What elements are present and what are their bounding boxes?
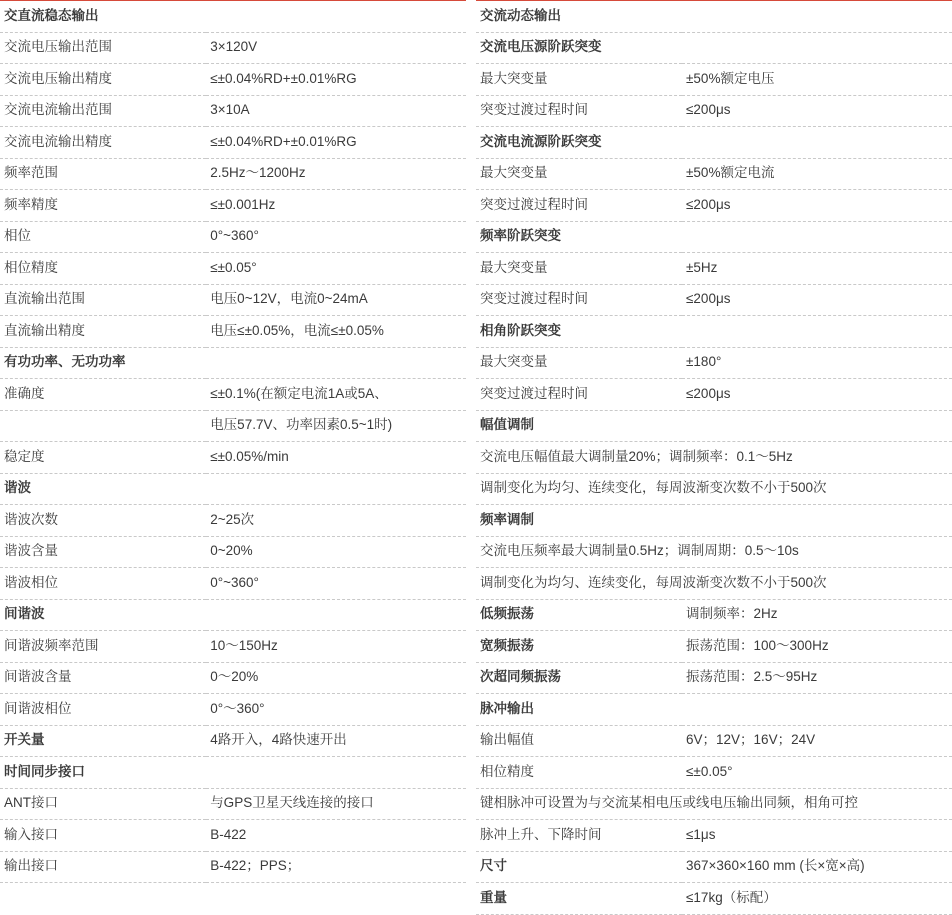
table-row bbox=[0, 694, 466, 726]
table-row bbox=[476, 599, 952, 631]
spec-value: ≤±0.1%(在额定电流1A或5A、 bbox=[206, 379, 466, 411]
spec-label: 谐波 bbox=[0, 473, 206, 505]
spec-note: 交流电压幅值最大调制量20%；调制频率：0.1～5Hz bbox=[476, 442, 952, 474]
spec-label: 时间同步接口 bbox=[0, 757, 206, 789]
right-column bbox=[476, 0, 952, 915]
table-row bbox=[476, 631, 952, 663]
table-row bbox=[0, 788, 466, 820]
table-row bbox=[0, 95, 466, 127]
spec-note: 交流电压频率最大调制量0.5Hz；调制周期：0.5～10s bbox=[476, 536, 952, 568]
spec-note: 调制变化为均匀、连续变化，每周波渐变次数不小于500次 bbox=[476, 473, 952, 505]
spec-value: ≤200μs bbox=[682, 95, 952, 127]
spec-label: 尺寸 bbox=[476, 851, 682, 883]
table-row bbox=[476, 64, 952, 96]
spec-value: 0~20% bbox=[206, 536, 466, 568]
spec-label: 重量 bbox=[476, 883, 682, 915]
spec-label: 幅值调制 bbox=[476, 410, 682, 442]
table-row bbox=[476, 883, 952, 915]
spec-label: 最大突变量 bbox=[476, 64, 682, 96]
table-row bbox=[0, 725, 466, 757]
spec-label: 相位精度 bbox=[476, 757, 682, 789]
table-row bbox=[0, 158, 466, 190]
spec-label: 准确度 bbox=[0, 379, 206, 411]
spec-label: 最大突变量 bbox=[476, 253, 682, 285]
table-row bbox=[0, 410, 466, 442]
table-row bbox=[0, 662, 466, 694]
spec-label: 相位 bbox=[0, 221, 206, 253]
spec-value bbox=[682, 221, 952, 253]
spec-label: 脉冲上升、下降时间 bbox=[476, 820, 682, 852]
spec-label: 交流电压输出精度 bbox=[0, 64, 206, 96]
spec-value: 0～20% bbox=[206, 662, 466, 694]
spec-label: 间谐波频率范围 bbox=[0, 631, 206, 663]
spec-value: 3×10A bbox=[206, 95, 466, 127]
spec-label: 频率范围 bbox=[0, 158, 206, 190]
table-row bbox=[476, 284, 952, 316]
spec-label: 脉冲输出 bbox=[476, 694, 682, 726]
spec-value bbox=[206, 757, 466, 789]
spec-label: 频率调制 bbox=[476, 505, 682, 537]
spec-label: 开关量 bbox=[0, 725, 206, 757]
spec-value: 4路开入，4路快速开出 bbox=[206, 725, 466, 757]
spec-label: 交流电流输出范围 bbox=[0, 95, 206, 127]
spec-value: 6V；12V；16V；24V bbox=[682, 725, 952, 757]
spec-value: 振荡范围：2.5～95Hz bbox=[682, 662, 952, 694]
spec-label: 交流动态输出 bbox=[476, 1, 682, 33]
table-row bbox=[0, 316, 466, 348]
left-column bbox=[0, 0, 466, 915]
spec-label: 频率精度 bbox=[0, 190, 206, 222]
table-row bbox=[476, 505, 952, 537]
table-row bbox=[476, 379, 952, 411]
spec-value: ≤±0.05° bbox=[682, 757, 952, 789]
table-row bbox=[0, 347, 466, 379]
table-row bbox=[0, 64, 466, 96]
spec-label: 突变过渡过程时间 bbox=[476, 379, 682, 411]
spec-label: 间谐波含量 bbox=[0, 662, 206, 694]
spec-label: 交流电流源阶跃突变 bbox=[476, 127, 682, 159]
spec-value: 2~25次 bbox=[206, 505, 466, 537]
spec-label: 输入接口 bbox=[0, 820, 206, 852]
spec-value: ≤200μs bbox=[682, 190, 952, 222]
table-row bbox=[476, 757, 952, 789]
spec-value: ≤±0.05%/min bbox=[206, 442, 466, 474]
spec-value: ≤200μs bbox=[682, 284, 952, 316]
table-row bbox=[0, 851, 466, 883]
spec-value: ≤±0.05° bbox=[206, 253, 466, 285]
table-row bbox=[0, 379, 466, 411]
table-row bbox=[0, 127, 466, 159]
table-row bbox=[476, 536, 952, 568]
spec-label: 突变过渡过程时间 bbox=[476, 190, 682, 222]
spec-value bbox=[682, 410, 952, 442]
table-row bbox=[476, 788, 952, 820]
spec-value: 与GPS卫星天线连接的接口 bbox=[206, 788, 466, 820]
spec-label: 间谐波 bbox=[0, 599, 206, 631]
spec-value: 0°~360° bbox=[206, 221, 466, 253]
table-row bbox=[0, 757, 466, 789]
table-row bbox=[476, 820, 952, 852]
table-row bbox=[0, 568, 466, 600]
spec-value: ≤±0.001Hz bbox=[206, 190, 466, 222]
spec-label: 交流电流输出精度 bbox=[0, 127, 206, 159]
spec-note: 键相脉冲可设置为与交流某相电压或线电压输出同频，相角可控 bbox=[476, 788, 952, 820]
spec-value: 0°～360° bbox=[206, 694, 466, 726]
table-row bbox=[0, 442, 466, 474]
spec-value bbox=[206, 599, 466, 631]
spec-value: ≤1μs bbox=[682, 820, 952, 852]
spec-note: 调制变化为均匀、连续变化，每周波渐变次数不小于500次 bbox=[476, 568, 952, 600]
table-row bbox=[476, 190, 952, 222]
spec-value: ±50%额定电流 bbox=[682, 158, 952, 190]
spec-value bbox=[682, 1, 952, 33]
spec-label: 突变过渡过程时间 bbox=[476, 95, 682, 127]
spec-value: ±50%额定电压 bbox=[682, 64, 952, 96]
table-row bbox=[476, 442, 952, 474]
spec-value: 电压≤±0.05%，电流≤±0.05% bbox=[206, 316, 466, 348]
table-row bbox=[0, 631, 466, 663]
table-row bbox=[476, 473, 952, 505]
table-row bbox=[0, 1, 466, 33]
spec-label: 谐波相位 bbox=[0, 568, 206, 600]
spec-value: ≤±0.04%RD+±0.01%RG bbox=[206, 64, 466, 96]
column-gap bbox=[466, 0, 476, 915]
spec-value: 电压0~12V，电流0~24mA bbox=[206, 284, 466, 316]
spec-label: 谐波含量 bbox=[0, 536, 206, 568]
spec-label: 输出幅值 bbox=[476, 725, 682, 757]
table-row bbox=[476, 95, 952, 127]
spec-label: 相位精度 bbox=[0, 253, 206, 285]
spec-value: 10～150Hz bbox=[206, 631, 466, 663]
table-row bbox=[0, 820, 466, 852]
table-row bbox=[476, 253, 952, 285]
spec-label: 最大突变量 bbox=[476, 347, 682, 379]
spec-label: 宽频振荡 bbox=[476, 631, 682, 663]
table-row bbox=[476, 347, 952, 379]
spec-label: 次超同频振荡 bbox=[476, 662, 682, 694]
spec-value bbox=[682, 32, 952, 64]
spec-label: 间谐波相位 bbox=[0, 694, 206, 726]
spec-label bbox=[0, 410, 206, 442]
spec-label: 最大突变量 bbox=[476, 158, 682, 190]
spec-label: 直流输出范围 bbox=[0, 284, 206, 316]
spec-label: 交流电压输出范围 bbox=[0, 32, 206, 64]
spec-label: 输出接口 bbox=[0, 851, 206, 883]
table-row bbox=[0, 284, 466, 316]
spec-value: ±5Hz bbox=[682, 253, 952, 285]
table-row bbox=[0, 253, 466, 285]
spec-value: ±180° bbox=[682, 347, 952, 379]
spec-value bbox=[682, 694, 952, 726]
table-row bbox=[476, 1, 952, 33]
spec-label: 突变过渡过程时间 bbox=[476, 284, 682, 316]
table-row bbox=[476, 662, 952, 694]
table-row bbox=[476, 127, 952, 159]
spec-value bbox=[682, 505, 952, 537]
spec-value: ≤200μs bbox=[682, 379, 952, 411]
spec-label: 交流电压源阶跃突变 bbox=[476, 32, 682, 64]
spec-value: 0°~360° bbox=[206, 568, 466, 600]
table-row bbox=[0, 190, 466, 222]
table-row bbox=[0, 536, 466, 568]
table-row bbox=[476, 221, 952, 253]
spec-label: 谐波次数 bbox=[0, 505, 206, 537]
spec-value: 调制频率：2Hz bbox=[682, 599, 952, 631]
spec-value: ≤17kg（标配） bbox=[682, 883, 952, 915]
spec-label: ANT接口 bbox=[0, 788, 206, 820]
spec-label: 直流输出精度 bbox=[0, 316, 206, 348]
spec-value: B-422；PPS； bbox=[206, 851, 466, 883]
spec-value: 振荡范围：100～300Hz bbox=[682, 631, 952, 663]
spec-value: 367×360×160 mm (长×宽×高) bbox=[682, 851, 952, 883]
spec-value: ≤±0.04%RD+±0.01%RG bbox=[206, 127, 466, 159]
spec-value bbox=[206, 1, 466, 33]
spec-label: 交直流稳态输出 bbox=[0, 1, 206, 33]
table-row bbox=[0, 473, 466, 505]
table-row bbox=[0, 221, 466, 253]
spec-value bbox=[682, 127, 952, 159]
spec-value: 3×120V bbox=[206, 32, 466, 64]
spec-label: 稳定度 bbox=[0, 442, 206, 474]
table-row bbox=[476, 694, 952, 726]
spec-value bbox=[206, 347, 466, 379]
table-row bbox=[476, 32, 952, 64]
spec-value: B-422 bbox=[206, 820, 466, 852]
spec-label: 频率阶跃突变 bbox=[476, 221, 682, 253]
table-row bbox=[0, 599, 466, 631]
spec-value bbox=[682, 316, 952, 348]
table-row bbox=[476, 725, 952, 757]
table-row bbox=[476, 316, 952, 348]
table-row bbox=[476, 851, 952, 883]
table-row bbox=[0, 505, 466, 537]
spec-label: 相角阶跃突变 bbox=[476, 316, 682, 348]
spec-label: 低频振荡 bbox=[476, 599, 682, 631]
table-row bbox=[476, 568, 952, 600]
spec-value: 电压57.7V、功率因素0.5~1时) bbox=[206, 410, 466, 442]
right-spec-table bbox=[476, 0, 952, 915]
spec-value: 2.5Hz～1200Hz bbox=[206, 158, 466, 190]
table-row bbox=[0, 32, 466, 64]
table-row bbox=[476, 410, 952, 442]
left-spec-table bbox=[0, 0, 466, 883]
spec-label: 有功功率、无功功率 bbox=[0, 347, 206, 379]
spec-value bbox=[206, 473, 466, 505]
table-row bbox=[476, 158, 952, 190]
